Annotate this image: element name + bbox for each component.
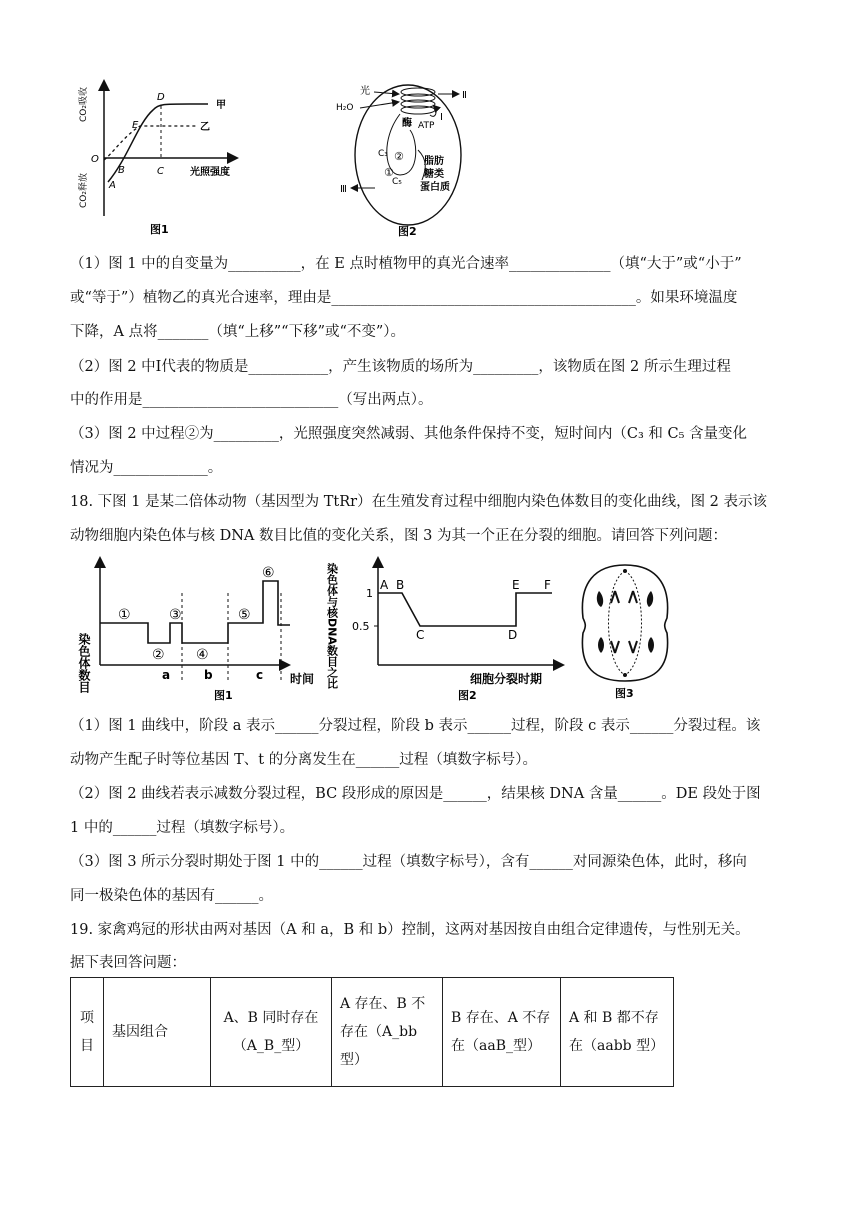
label-o: O — [91, 154, 99, 165]
label-b: B — [118, 165, 125, 176]
product-fat: 脂肪 — [424, 156, 444, 167]
q17-line-4: （2）图 2 中Ⅰ代表的物质是___________，产生该物质的场所为_________，该物质在图 2 所示生理过程 — [70, 359, 731, 375]
stage-4: ④ — [196, 647, 209, 663]
figure-2-chloroplast — [330, 80, 490, 240]
q17-line-1: （1）图 1 中的自变量为__________，在 E 点时植物甲的真光合速率______________（填“大于”或“小于” — [70, 256, 742, 272]
q18-line-1: （1）图 1 曲线中，阶段 a 表示______分裂过程，阶段 b 表示______过程，阶段 c 表示______分裂过程。该 — [70, 718, 761, 734]
cell-outline — [582, 565, 667, 681]
label-a: A — [109, 180, 116, 191]
c3-label: C₃ — [378, 149, 388, 159]
table-cell-genotype-combo: 基因组合 — [104, 978, 211, 1087]
stage-3: ③ — [169, 607, 182, 623]
fig2-caption: 图2 — [398, 225, 417, 238]
q17-line-6: （3）图 2 中过程②为_________，光照强度突然减弱、其他条件保持不变，短时间内（C₃ 和 C₅ 含量变化 — [70, 426, 748, 442]
table-cell-ab: A、B 同时存在 （A_B_型） — [211, 978, 332, 1087]
q18-stem-2: 动物细胞内染色体与核 DNA 数目比值的变化关系，图 3 为其一个正在分裂的细胞。请回答下列问题： — [70, 528, 727, 544]
process-2: ② — [394, 150, 404, 163]
q17-line-5: 中的作用是___________________________（写出两点）。 — [70, 392, 433, 408]
process-1: ① — [384, 166, 394, 179]
spindle — [609, 571, 642, 675]
q18-figure-1-chromosome-number — [78, 553, 328, 703]
genotype-table — [70, 977, 674, 1087]
product-sugar: 糖类 — [424, 169, 444, 180]
q18-line-4: 1 中的______过程（填数字标号）。 — [70, 820, 295, 836]
q18-stem-1: 18. 下图 1 是某二倍体动物（基因型为 TtRr）在生殖发育过程中细胞内染色体数目的变化曲线，图 2 表示该 — [70, 494, 768, 510]
chromosomes-lower — [598, 637, 654, 653]
point-c: C — [416, 628, 425, 642]
curve-yi — [104, 126, 196, 160]
table-cell-item: 项 目 — [71, 978, 104, 1087]
fig1-xlabel: 光照强度 — [190, 167, 230, 178]
q18f1-caption: 图1 — [214, 689, 233, 702]
q18-line-5: （3）图 3 所示分裂时期处于图 1 中的______过程（填数字标号），含有______对同源染色体，此时，移向 — [70, 854, 747, 870]
q18f2-ylabel: 染色体与核DNA数目之比 — [325, 563, 339, 689]
table-cell-abb: A 存在、B 不 存在（A_bb 型） — [332, 978, 443, 1087]
q18f2-caption: 图2 — [458, 689, 477, 702]
segment-a: a — [162, 668, 171, 682]
point-f: F — [544, 578, 551, 592]
stage-2: ② — [152, 647, 165, 663]
fig1-ylabel-bottom: CO₂释放 — [79, 173, 89, 208]
q18-line-3: （2）图 2 曲线若表示减数分裂过程，BC 段形成的原因是______，结果核 DNA 含量______。DE 段处于图 — [70, 786, 761, 802]
legend-jia: 甲 — [216, 100, 226, 111]
q18-line-2: 动物产生配子时等位基因 T、t 的分离发生在______过程（填数字标号）。 — [70, 752, 537, 768]
segment-c: c — [256, 668, 264, 682]
fig1-ylabel-top: CO₂吸收 — [79, 87, 89, 122]
q18-line-6: 同一极染色体的基因有______。 — [70, 888, 273, 904]
q17-line-3: 下降，A 点将_______（填“上移”“下移”或“不变”）。 — [70, 324, 406, 340]
label-c: C — [157, 166, 164, 177]
q18-figure-3-cell — [575, 563, 675, 703]
q18f1-xlabel: 时间 — [290, 672, 315, 686]
q18f1-ylabel: 染色体数目 — [77, 633, 91, 693]
q18f3-caption: 图3 — [615, 687, 634, 700]
roman-1: Ⅰ — [440, 112, 443, 123]
q19-stem-2: 据下表回答问题： — [70, 955, 186, 971]
figure-1-light-curve — [78, 78, 258, 238]
segment-b: b — [204, 668, 213, 682]
tick-05: 0.5 — [352, 620, 370, 633]
legend-yi: 乙 — [200, 122, 210, 133]
q18-figure-2-ratio — [325, 553, 570, 703]
table-cell-aabb: A 和 B 都不存 在（aabb 型） — [561, 978, 674, 1087]
tick-1: 1 — [366, 587, 373, 600]
c5-label: C₅ — [392, 177, 402, 187]
fig1-caption: 图1 — [150, 223, 169, 236]
q18f2-xlabel: 细胞分裂时期 — [470, 672, 543, 686]
point-b: B — [396, 578, 405, 592]
product-protein: 蛋白质 — [420, 182, 450, 193]
ratio-curve — [378, 593, 552, 626]
table-row — [71, 978, 674, 1087]
water-label: H₂O — [336, 103, 354, 113]
point-e: E — [512, 578, 520, 592]
stage-5: ⑤ — [238, 607, 251, 623]
q17-line-7: 情况为_____________。 — [70, 460, 223, 476]
table-cell-aab: B 存在、A 不存 在（aaB_型） — [443, 978, 561, 1087]
light-label: 光 — [360, 86, 370, 97]
roman-2: Ⅱ — [462, 90, 467, 101]
label-e: E — [132, 120, 139, 131]
atp-label: ATP — [418, 121, 435, 131]
q17-line-2: 或“等于”）植物乙的真光合速率，理由是__________________________________________。如果环境温度 — [70, 290, 738, 306]
label-d: D — [157, 92, 165, 103]
point-d: D — [508, 628, 518, 642]
point-a: A — [380, 578, 389, 592]
stage-1: ① — [118, 607, 131, 623]
roman-3: Ⅲ — [340, 184, 347, 195]
enzyme-label: 酶 — [402, 118, 412, 129]
q19-stem-1: 19. 家禽鸡冠的形状由两对基因（A 和 a，B 和 b）控制，这两对基因按自由组合定律遗传，与性别无关。 — [70, 922, 750, 938]
chromosomes-upper — [597, 591, 653, 607]
stage-6: ⑥ — [262, 565, 275, 581]
thylakoid-stack — [401, 88, 435, 114]
